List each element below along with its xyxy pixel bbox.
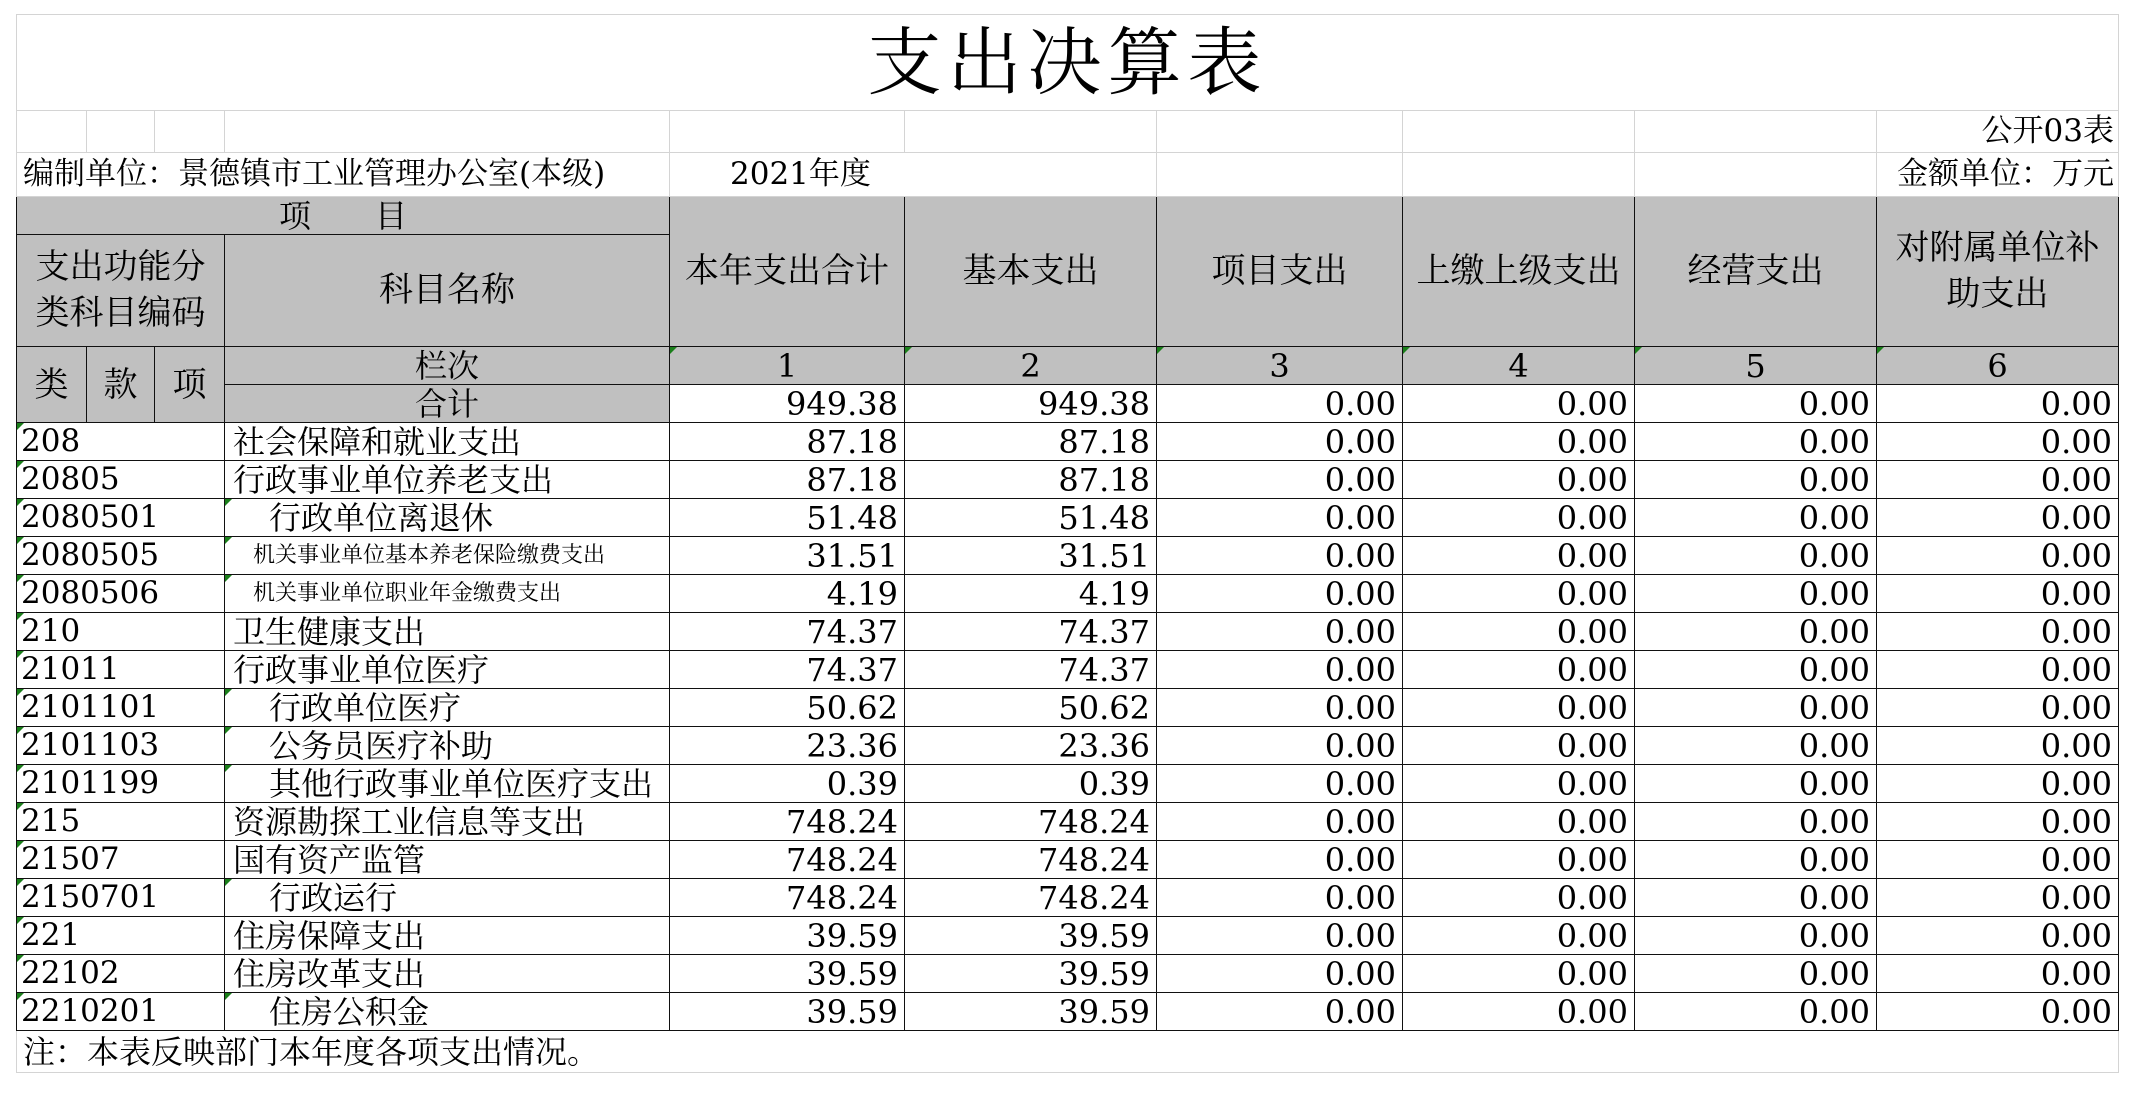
table-number[interactable]: 公开03表	[1877, 111, 2119, 153]
row-value[interactable]: 50.62	[905, 689, 1157, 727]
row-value[interactable]: 0.00	[1877, 955, 2119, 993]
row-value[interactable]: 74.37	[670, 613, 905, 651]
row-code[interactable]: 221	[17, 917, 225, 955]
table-row	[17, 499, 2119, 537]
row-value[interactable]: 0.00	[1403, 575, 1635, 613]
row-value[interactable]: 0.00	[1877, 499, 2119, 537]
row-value[interactable]: 0.00	[1403, 803, 1635, 841]
row-value[interactable]: 0.00	[1403, 461, 1635, 499]
row-value[interactable]: 0.00	[1877, 689, 2119, 727]
row-value[interactable]: 0.00	[1635, 651, 1877, 689]
row-value[interactable]: 0.00	[1403, 423, 1635, 461]
row-value[interactable]: 0.00	[1877, 803, 2119, 841]
row-value[interactable]: 87.18	[905, 423, 1157, 461]
row-value[interactable]: 0.00	[1877, 765, 2119, 803]
table-row	[17, 727, 2119, 765]
header-col-basic[interactable]: 基本支出	[905, 197, 1157, 347]
row-subject-name[interactable]: 行政运行	[225, 879, 670, 917]
row-value[interactable]: 0.00	[1877, 727, 2119, 765]
row-value[interactable]: 0.00	[1157, 917, 1403, 955]
table-row	[17, 651, 2119, 689]
row-value[interactable]: 0.00	[1403, 613, 1635, 651]
row-code[interactable]: 210	[17, 613, 225, 651]
total-label[interactable]: 合计	[225, 385, 670, 423]
blank-cell[interactable]	[17, 111, 87, 153]
row-code[interactable]: 21507	[17, 841, 225, 879]
blank-cell[interactable]	[905, 111, 1157, 153]
col-number[interactable]: 1	[670, 347, 905, 385]
row-subject-name[interactable]: 公务员医疗补助	[225, 727, 670, 765]
blank-cell[interactable]	[1403, 153, 1635, 197]
row-value[interactable]: 0.00	[1403, 727, 1635, 765]
table-row	[17, 955, 2119, 993]
row-value[interactable]: 0.00	[1157, 955, 1403, 993]
header-kuan[interactable]: 款	[87, 347, 155, 423]
row-value[interactable]: 0.00	[1403, 499, 1635, 537]
row-value[interactable]: 0.00	[1157, 461, 1403, 499]
header-item[interactable]: 项 目	[17, 197, 670, 235]
header-col-subsidy[interactable]: 对附属单位补助支出	[1877, 197, 2119, 347]
footnote[interactable]: 注：本表反映部门本年度各项支出情况。	[17, 1031, 2119, 1073]
table-row	[17, 841, 2119, 879]
row-value[interactable]: 39.59	[905, 917, 1157, 955]
row-value[interactable]: 51.48	[905, 499, 1157, 537]
row-value[interactable]: 748.24	[670, 879, 905, 917]
row-code[interactable]: 22102	[17, 955, 225, 993]
table-row	[17, 537, 2119, 575]
row-value[interactable]: 4.19	[905, 575, 1157, 613]
row-subject-name[interactable]: 其他行政事业单位医疗支出	[225, 765, 670, 803]
row-value[interactable]: 74.37	[670, 651, 905, 689]
row-value[interactable]: 31.51	[905, 537, 1157, 575]
row-value[interactable]: 0.00	[1635, 917, 1877, 955]
row-value[interactable]: 0.00	[1877, 993, 2119, 1031]
row-value[interactable]: 87.18	[670, 461, 905, 499]
row-value[interactable]: 0.39	[670, 765, 905, 803]
compiling-unit[interactable]: 编制单位：景德镇市工业管理办公室(本级)	[17, 153, 670, 197]
header-col-total[interactable]: 本年支出合计	[670, 197, 905, 347]
row-value[interactable]: 39.59	[670, 993, 905, 1031]
row-value[interactable]: 0.00	[1877, 613, 2119, 651]
row-value[interactable]: 0.00	[1157, 841, 1403, 879]
col-number[interactable]: 5	[1635, 347, 1877, 385]
row-value[interactable]: 0.00	[1877, 917, 2119, 955]
row-value[interactable]: 0.00	[1403, 879, 1635, 917]
blank-cell[interactable]	[1635, 111, 1877, 153]
header-subject-name[interactable]: 科目名称	[225, 235, 670, 347]
row-value[interactable]: 50.62	[670, 689, 905, 727]
row-value[interactable]: 0.00	[1877, 461, 2119, 499]
row-value[interactable]: 51.48	[670, 499, 905, 537]
table-row	[17, 993, 2119, 1031]
row-code[interactable]: 2101103	[17, 727, 225, 765]
blank-cell[interactable]	[87, 111, 155, 153]
row-value[interactable]: 0.00	[1403, 765, 1635, 803]
row-value[interactable]: 0.00	[1635, 423, 1877, 461]
row-value[interactable]: 748.24	[670, 803, 905, 841]
row-value[interactable]: 0.00	[1635, 841, 1877, 879]
row-value[interactable]: 0.00	[1635, 537, 1877, 575]
col-number[interactable]: 6	[1877, 347, 2119, 385]
col-number[interactable]: 4	[1403, 347, 1635, 385]
row-value[interactable]: 0.00	[1877, 879, 2119, 917]
row-code[interactable]: 215	[17, 803, 225, 841]
row-value[interactable]: 0.00	[1635, 993, 1877, 1031]
row-value[interactable]: 39.59	[905, 955, 1157, 993]
row-value[interactable]: 0.00	[1635, 727, 1877, 765]
row-value[interactable]: 0.00	[1157, 499, 1403, 537]
row-value[interactable]: 0.00	[1403, 537, 1635, 575]
row-value[interactable]: 0.00	[1157, 613, 1403, 651]
blank-cell[interactable]	[225, 111, 670, 153]
col-number[interactable]: 3	[1157, 347, 1403, 385]
total-value[interactable]: 949.38	[670, 385, 905, 423]
row-value[interactable]: 0.00	[1877, 575, 2119, 613]
row-subject-name[interactable]: 住房改革支出	[225, 955, 670, 993]
blank-cell[interactable]	[1157, 153, 1403, 197]
row-value[interactable]: 39.59	[670, 955, 905, 993]
row-subject-name[interactable]: 国有资产监管	[225, 841, 670, 879]
row-code[interactable]: 208	[17, 423, 225, 461]
header-lei[interactable]: 类	[17, 347, 87, 423]
fiscal-year[interactable]: 2021年度	[670, 153, 1157, 197]
row-value[interactable]: 0.00	[1635, 613, 1877, 651]
total-value[interactable]: 949.38	[905, 385, 1157, 423]
row-value[interactable]: 0.00	[1635, 575, 1877, 613]
row-value[interactable]: 748.24	[905, 841, 1157, 879]
row-code[interactable]: 2080506	[17, 575, 225, 613]
table-row	[17, 765, 2119, 803]
total-value[interactable]: 0.00	[1403, 385, 1635, 423]
row-value[interactable]: 0.00	[1877, 651, 2119, 689]
row-value[interactable]: 23.36	[670, 727, 905, 765]
row-value[interactable]: 748.24	[670, 841, 905, 879]
row-value[interactable]: 0.00	[1635, 689, 1877, 727]
row-value[interactable]: 0.00	[1877, 841, 2119, 879]
row-subject-name[interactable]: 机关事业单位职业年金缴费支出	[225, 575, 670, 613]
row-subject-name[interactable]: 行政单位医疗	[225, 689, 670, 727]
row-subject-name[interactable]: 机关事业单位基本养老保险缴费支出	[225, 537, 670, 575]
row-value[interactable]: 0.00	[1157, 651, 1403, 689]
table-row	[17, 689, 2119, 727]
blank-cell[interactable]	[1635, 153, 1877, 197]
row-value[interactable]: 0.00	[1635, 499, 1877, 537]
row-value[interactable]: 4.19	[670, 575, 905, 613]
table-row	[17, 575, 2119, 613]
total-value[interactable]: 0.00	[1157, 385, 1403, 423]
table-row	[17, 803, 2119, 841]
expenditure-final-accounts-table	[16, 14, 2119, 1073]
amount-unit[interactable]: 金额单位：万元	[1877, 153, 2119, 197]
row-code[interactable]: 2210201	[17, 993, 225, 1031]
row-value[interactable]: 0.00	[1635, 765, 1877, 803]
row-value[interactable]: 0.00	[1403, 689, 1635, 727]
row-code[interactable]: 2080501	[17, 499, 225, 537]
row-value[interactable]: 0.00	[1635, 879, 1877, 917]
row-code[interactable]: 21011	[17, 651, 225, 689]
row-value[interactable]: 0.00	[1157, 537, 1403, 575]
row-value[interactable]: 0.00	[1157, 689, 1403, 727]
table-row	[17, 613, 2119, 651]
row-value[interactable]: 748.24	[905, 879, 1157, 917]
row-value[interactable]: 0.00	[1157, 575, 1403, 613]
row-subject-name[interactable]: 资源勘探工业信息等支出	[225, 803, 670, 841]
row-code[interactable]: 2080505	[17, 537, 225, 575]
row-subject-name[interactable]: 卫生健康支出	[225, 613, 670, 651]
row-value[interactable]: 0.00	[1403, 841, 1635, 879]
row-subject-name[interactable]: 社会保障和就业支出	[225, 423, 670, 461]
row-value[interactable]: 74.37	[905, 613, 1157, 651]
row-code[interactable]: 2101101	[17, 689, 225, 727]
page-title: 支出决算表	[17, 15, 2119, 111]
row-value[interactable]: 0.00	[1157, 803, 1403, 841]
row-code[interactable]: 2150701	[17, 879, 225, 917]
row-subject-name[interactable]: 行政单位离退休	[225, 499, 670, 537]
header-col-remit[interactable]: 上缴上级支出	[1403, 197, 1635, 347]
blank-cell[interactable]	[155, 111, 225, 153]
blank-cell[interactable]	[670, 111, 905, 153]
row-value[interactable]: 0.00	[1877, 423, 2119, 461]
table-row	[17, 917, 2119, 955]
row-value[interactable]: 74.37	[905, 651, 1157, 689]
header-func-code[interactable]: 支出功能分类科目编码	[17, 235, 225, 347]
header-lanci[interactable]: 栏次	[225, 347, 670, 385]
table-row	[17, 879, 2119, 917]
col-number[interactable]: 2	[905, 347, 1157, 385]
total-value[interactable]: 0.00	[1877, 385, 2119, 423]
row-value[interactable]: 39.59	[905, 993, 1157, 1031]
row-value[interactable]: 0.00	[1403, 955, 1635, 993]
blank-cell[interactable]	[1157, 111, 1403, 153]
header-col-business[interactable]: 经营支出	[1635, 197, 1877, 347]
table-row	[17, 461, 2119, 499]
row-value[interactable]: 0.00	[1157, 727, 1403, 765]
row-subject-name[interactable]: 行政事业单位医疗	[225, 651, 670, 689]
row-subject-name[interactable]: 行政事业单位养老支出	[225, 461, 670, 499]
row-value[interactable]: 0.00	[1877, 537, 2119, 575]
table-row	[17, 423, 2119, 461]
row-value[interactable]: 23.36	[905, 727, 1157, 765]
row-value[interactable]: 0.00	[1157, 879, 1403, 917]
row-value[interactable]: 748.24	[905, 803, 1157, 841]
row-value[interactable]: 0.00	[1403, 651, 1635, 689]
row-value[interactable]: 0.00	[1403, 917, 1635, 955]
row-code[interactable]: 20805	[17, 461, 225, 499]
total-value[interactable]: 0.00	[1635, 385, 1877, 423]
row-value[interactable]: 0.39	[905, 765, 1157, 803]
row-subject-name[interactable]: 住房保障支出	[225, 917, 670, 955]
row-code[interactable]: 2101199	[17, 765, 225, 803]
row-value[interactable]: 0.00	[1157, 993, 1403, 1031]
header-xiang[interactable]: 项	[155, 347, 225, 423]
row-value[interactable]: 0.00	[1635, 461, 1877, 499]
row-value[interactable]: 31.51	[670, 537, 905, 575]
blank-cell[interactable]	[1403, 111, 1635, 153]
row-value[interactable]: 0.00	[1635, 955, 1877, 993]
row-value[interactable]: 0.00	[1635, 803, 1877, 841]
row-value[interactable]: 0.00	[1157, 765, 1403, 803]
row-value[interactable]: 0.00	[1403, 993, 1635, 1031]
header-col-project[interactable]: 项目支出	[1157, 197, 1403, 347]
row-value[interactable]: 0.00	[1157, 423, 1403, 461]
row-value[interactable]: 87.18	[670, 423, 905, 461]
row-value[interactable]: 39.59	[670, 917, 905, 955]
row-subject-name[interactable]: 住房公积金	[225, 993, 670, 1031]
row-value[interactable]: 87.18	[905, 461, 1157, 499]
